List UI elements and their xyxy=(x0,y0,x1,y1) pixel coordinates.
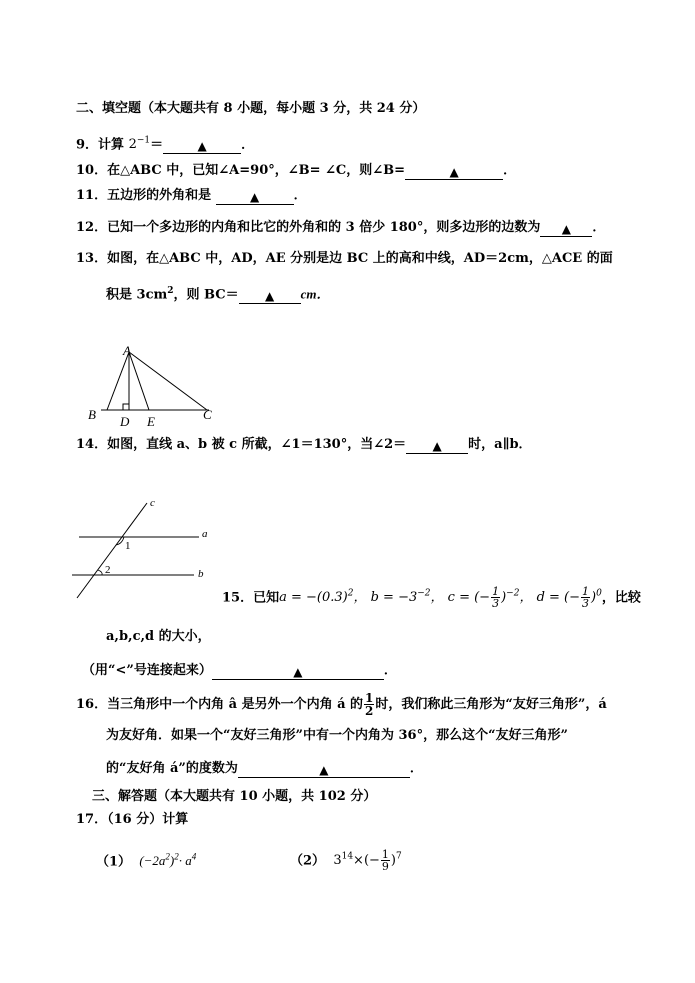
median-ae xyxy=(129,352,149,410)
period: ． xyxy=(383,663,397,678)
side-ac xyxy=(129,352,207,410)
answer-blank[interactable] xyxy=(540,220,592,237)
answer-blank[interactable] xyxy=(163,137,241,154)
period: ． xyxy=(592,220,606,235)
part-label: （2） xyxy=(290,853,326,869)
answer-blank[interactable] xyxy=(239,287,301,304)
triangle-marker-icon: ▲ xyxy=(265,289,275,304)
angle-2-arc-icon xyxy=(98,570,102,575)
side-ab xyxy=(107,352,129,410)
question-17-title: 17．（16 分）计算 xyxy=(76,812,189,827)
question-number: 15． xyxy=(222,590,254,606)
question-number: 12． xyxy=(76,220,108,235)
label-c: c xyxy=(150,497,155,509)
unit-text: cm． xyxy=(300,286,330,302)
question-text: 的“友好角 á”的度数为 xyxy=(106,761,238,776)
answer-blank[interactable] xyxy=(216,188,294,205)
question-text: 为友好角．如果一个“友好三角形”中有一个内角为 36°，那么这个“友好三角形” xyxy=(106,728,569,743)
question-text: ，比较 xyxy=(601,590,641,606)
parallel-lines-figure xyxy=(68,494,218,602)
period: ． xyxy=(293,188,307,203)
label-d: D xyxy=(120,414,130,429)
label-angle-2: 2 xyxy=(105,564,111,576)
question-15-line-3 xyxy=(82,662,397,680)
triangle-marker-icon: ▲ xyxy=(432,439,442,453)
question-text: 已知一个多边形的内角和比它的外角和的 3 倍少 180°，则多边形的边数为 xyxy=(107,220,541,235)
math-expression: $3^{14}\times(-$ $\frac{1}{9}$ )$^7$ xyxy=(333,848,402,874)
label-angle-1: 1 xyxy=(125,540,131,552)
question-16-line-1 xyxy=(76,692,607,717)
question-10 xyxy=(76,162,516,180)
question-13-line-1 xyxy=(76,250,613,268)
question-number: 9． xyxy=(76,137,99,153)
transversal-c xyxy=(77,503,147,598)
question-text: 在△ABC 中，已知∠A=90°，∠B= ∠C，则∠B= xyxy=(107,163,406,178)
question-text: 如图，在△ABC 中，AD，AE 分别是边 BC 上的高和中线，AD＝2cm，△ACE 的面 xyxy=(107,251,613,266)
label-a: a xyxy=(202,528,208,540)
question-text: （用“<”号连接起来） xyxy=(82,663,212,678)
superscript: 2 xyxy=(167,286,174,296)
equals-sign: ＝ xyxy=(150,137,164,153)
question-number: 11． xyxy=(76,188,108,203)
question-16-line-3 xyxy=(106,760,423,778)
question-number: 14． xyxy=(76,437,108,452)
right-angle-mark-icon xyxy=(123,404,129,410)
triangle-marker-icon: ▲ xyxy=(197,139,207,154)
question-text: 时，我们称此三角形为“友好三角形”，á xyxy=(375,697,607,712)
question-15-line-2 xyxy=(106,628,211,646)
question-12 xyxy=(76,219,605,237)
part-label: （1） xyxy=(96,854,132,870)
answer-blank[interactable] xyxy=(238,761,410,778)
math-expression: $2^{-1}$ xyxy=(128,136,151,153)
label-e: E xyxy=(147,414,155,429)
triangle-marker-icon: ▲ xyxy=(250,190,260,204)
fraction-one-third: $\frac{1}{3}$ xyxy=(492,585,500,611)
section-title-solutions: 三、解答题（本大题共有 10 小题，共 102 分） xyxy=(92,789,377,804)
question-17-part-2 xyxy=(290,848,402,872)
question-text: 如图，直线 a、b 被 c 所截，∠1＝130°，当∠2＝ xyxy=(107,437,407,452)
question-13-line-2 xyxy=(106,282,330,304)
question-text: 积是 3cm xyxy=(106,287,168,303)
answer-blank[interactable] xyxy=(406,437,468,454)
question-number: 16． xyxy=(76,697,108,712)
section-title-fill-in: 二、填空题（本大题共有 8 小题，每小题 3 分，共 24 分） xyxy=(76,101,426,116)
label-b: b xyxy=(198,568,204,580)
question-16-line-2 xyxy=(106,727,568,745)
answer-blank[interactable] xyxy=(405,163,503,180)
triangle-marker-icon: ▲ xyxy=(449,165,459,179)
question-text: 时，a∥b． xyxy=(468,437,532,452)
question-number: 10． xyxy=(76,163,108,178)
question-text: 已知 xyxy=(253,590,280,606)
question-text: 当三角形中一个内角 â 是另外一个内角 á 的 xyxy=(107,697,364,712)
answer-blank[interactable] xyxy=(212,663,384,680)
math-definitions: $a = -(0.3)^2$， $b = -3^{-2}$， c = (− $\frac{1}{3}$ )$^{-2}$， d = (− $\frac{1}{3}$ )$^0$ xyxy=(279,585,602,611)
question-number: 13． xyxy=(76,251,108,266)
fraction-one-ninth: $\frac{1}{9}$ xyxy=(381,848,389,874)
triangle-figure xyxy=(85,343,225,429)
question-17-part-1 xyxy=(96,848,196,871)
period: ． xyxy=(409,761,423,776)
math-expression: $(-2a^2)^2\cdot a^4$ xyxy=(139,852,197,869)
triangle-marker-icon: ▲ xyxy=(319,763,329,777)
question-15-line-1 xyxy=(222,585,641,609)
question-text: a,b,c,d 的大小， xyxy=(106,629,211,644)
label-b: B xyxy=(88,407,96,422)
question-9 xyxy=(76,132,254,154)
question-14 xyxy=(76,436,532,454)
question-text: ，则 BC＝ xyxy=(173,287,239,303)
question-11 xyxy=(76,187,307,205)
triangle-marker-icon: ▲ xyxy=(293,665,303,679)
label-a: A xyxy=(123,343,131,358)
period: ． xyxy=(241,137,255,153)
fraction-one-half: $\frac{1}{2}$ xyxy=(365,691,374,718)
question-text: 计算 xyxy=(98,137,125,153)
fraction-one-third: $\frac{1}{3}$ xyxy=(582,585,590,611)
triangle-marker-icon: ▲ xyxy=(561,222,571,236)
period: ． xyxy=(503,163,517,178)
question-text: 五边形的外角和是 xyxy=(107,188,212,203)
label-c: C xyxy=(203,407,212,422)
